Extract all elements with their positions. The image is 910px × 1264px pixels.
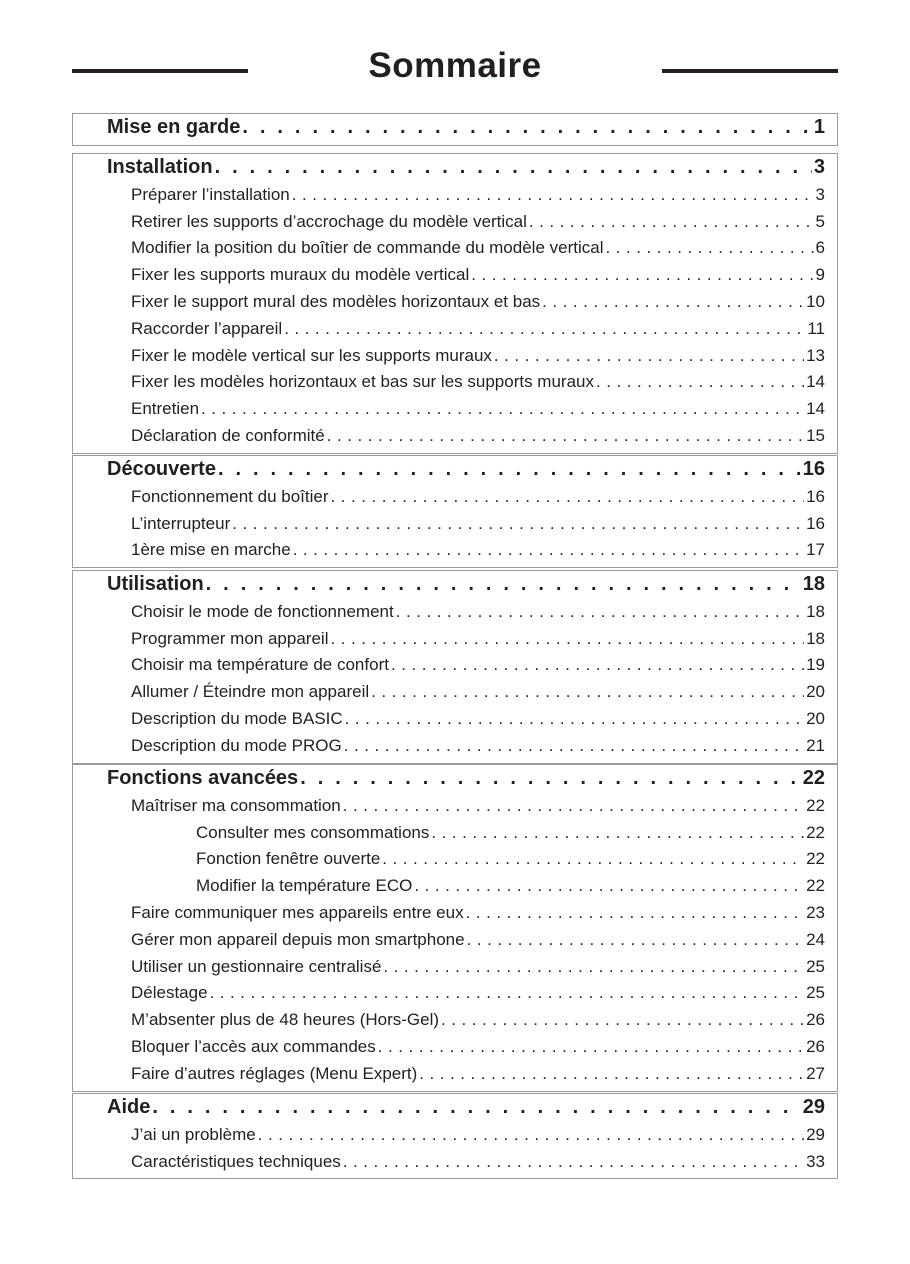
toc-leader-dots: [382, 849, 804, 869]
toc-entry[interactable]: [73, 823, 837, 849]
toc-entry-label: Délestage: [131, 983, 208, 1002]
toc-entry-page: 22: [806, 823, 825, 842]
toc-entry-page: 9: [815, 265, 825, 284]
toc-leader-dots: [218, 458, 801, 481]
toc-leader-dots: [206, 573, 801, 596]
toc-entry[interactable]: [73, 655, 837, 681]
toc-leader-dots: [344, 736, 804, 756]
toc-section: [72, 455, 838, 568]
toc-leader-dots: [391, 655, 804, 675]
toc-leader-dots: [232, 514, 804, 534]
toc-entry-page: 5: [815, 212, 825, 231]
toc-section: [72, 764, 838, 1092]
toc-section-heading[interactable]: [73, 156, 837, 182]
toc-section-title: Utilisation: [107, 573, 204, 595]
toc-entry-label: Caractéristiques techniques: [131, 1152, 341, 1171]
toc-section-title: Mise en garde: [107, 116, 241, 138]
toc-entry-page: 22: [806, 876, 825, 895]
toc-entry-label: Fixer le support mural des modèles horizontaux et bas: [131, 292, 541, 311]
toc-entry[interactable]: [73, 602, 837, 628]
toc-entry-page: 20: [806, 709, 825, 728]
toc-leader-dots: [419, 1064, 804, 1084]
toc-entry-page: 16: [806, 487, 825, 506]
toc-leader-dots: [300, 767, 801, 790]
toc-leader-dots: [471, 265, 813, 285]
toc-entry-page: 22: [806, 849, 825, 868]
toc-leader-dots: [345, 709, 804, 729]
toc-entry-label: Fixer le modèle vertical sur les supports muraux: [131, 346, 492, 365]
toc-entry[interactable]: [73, 930, 837, 956]
toc-entry-label: L’interrupteur: [131, 514, 231, 533]
toc-section-heading[interactable]: [73, 116, 837, 142]
toc-entry-label: Description du mode PROG: [131, 736, 342, 755]
toc-entry-label: Bloquer l’accès aux commandes: [131, 1037, 376, 1056]
toc-section-page: 3: [813, 156, 825, 178]
toc-entry-page: 33: [806, 1152, 825, 1171]
toc-section: [72, 113, 838, 146]
toc-entry-page: 22: [806, 796, 825, 815]
toc-leader-dots: [596, 372, 804, 392]
toc-leader-dots: [378, 1037, 804, 1057]
toc-entry[interactable]: [73, 372, 837, 398]
toc-entry-page: 15: [806, 426, 825, 445]
page-title: Sommaire: [368, 46, 542, 85]
toc-entry-label: M’absenter plus de 48 heures (Hors-Gel): [131, 1010, 440, 1029]
toc-leader-dots: [258, 1125, 804, 1145]
toc-entry[interactable]: [73, 1152, 837, 1178]
toc-leader-dots: [343, 1152, 804, 1172]
toc-entry-label: Choisir le mode de fonctionnement: [131, 602, 394, 621]
toc-leader-dots: [494, 346, 804, 366]
toc-section-page: 22: [802, 767, 825, 789]
toc-leader-dots: [242, 116, 811, 139]
toc-entry[interactable]: [73, 682, 837, 708]
toc-entry[interactable]: [73, 426, 837, 452]
toc-entry[interactable]: [73, 540, 837, 566]
toc-entry[interactable]: [73, 709, 837, 735]
toc-entry-label: Consulter mes consommations: [196, 823, 430, 842]
toc-entry-page: 23: [806, 903, 825, 922]
toc-leader-dots: [383, 957, 804, 977]
toc-entry[interactable]: [73, 346, 837, 372]
toc-entry-page: 27: [806, 1064, 825, 1083]
toc-leader-dots: [343, 796, 804, 816]
toc-leader-dots: [467, 930, 805, 950]
toc-entry-page: 25: [806, 983, 825, 1002]
toc-leader-dots: [414, 876, 804, 896]
toc-entry-label: Fonction fenêtre ouverte: [196, 849, 381, 868]
toc-section: [72, 1093, 838, 1179]
toc-entry-label: 1ère mise en marche: [131, 540, 291, 559]
toc-section-page: 29: [802, 1096, 825, 1118]
toc-section-heading[interactable]: [73, 573, 837, 599]
toc-entry[interactable]: [73, 629, 837, 655]
toc-leader-dots: [292, 185, 814, 205]
toc-leader-dots: [431, 823, 804, 843]
toc-section: [72, 153, 838, 454]
toc-entry[interactable]: [73, 876, 837, 902]
toc-entry[interactable]: [73, 185, 837, 211]
toc-entry-page: 20: [806, 682, 825, 701]
toc-entry-label: Déclaration de conformité: [131, 426, 325, 445]
toc-entry[interactable]: [73, 903, 837, 929]
toc-section: [72, 570, 838, 764]
toc-entry[interactable]: [73, 957, 837, 983]
toc-entry-label: Choisir ma température de confort: [131, 655, 389, 674]
toc-leader-dots: [284, 319, 805, 339]
toc-section-page: 1: [813, 116, 825, 138]
toc-entry[interactable]: [73, 319, 837, 345]
toc-entry-label: Programmer mon appareil: [131, 629, 329, 648]
toc-leader-dots: [331, 487, 805, 507]
toc-entry-page: 3: [815, 185, 825, 204]
toc-entry-label: Faire communiquer mes appareils entre eux: [131, 903, 464, 922]
toc-entry-page: 21: [806, 736, 825, 755]
toc-section-title: Aide: [107, 1096, 151, 1118]
toc-entry[interactable]: [73, 238, 837, 264]
toc-entry[interactable]: [73, 265, 837, 291]
toc-entry-label: Maîtriser ma consommation: [131, 796, 341, 815]
toc-entry-label: Modifier la température ECO: [196, 876, 413, 895]
toc-entry-label: Description du mode BASIC: [131, 709, 343, 728]
toc-entry-page: 14: [806, 399, 825, 418]
toc-entry-label: Fonctionnement du boîtier: [131, 487, 329, 506]
toc-leader-dots: [466, 903, 804, 923]
toc-entry[interactable]: [73, 292, 837, 318]
toc-leader-dots: [371, 682, 804, 702]
toc-entry-label: Allumer / Éteindre mon appareil: [131, 682, 370, 701]
toc-section-title: Installation: [107, 156, 213, 178]
toc-entry-page: 13: [806, 346, 825, 365]
toc-leader-dots: [327, 426, 804, 446]
toc-leader-dots: [542, 292, 804, 312]
toc-section-page: 16: [802, 458, 825, 480]
toc-section-title: Fonctions avancées: [107, 767, 299, 789]
toc-leader-dots: [605, 238, 813, 258]
toc-entry-page: 26: [806, 1010, 825, 1029]
toc-entry-page: 19: [806, 655, 825, 674]
toc-entry[interactable]: [73, 796, 837, 822]
toc-entry-page: 16: [806, 514, 825, 533]
toc-entry-label: Fixer les supports muraux du modèle vertical: [131, 265, 470, 284]
toc-leader-dots: [441, 1010, 804, 1030]
toc-leader-dots: [215, 156, 812, 179]
title-rule-right: [662, 69, 838, 73]
toc-entry-label: Raccorder l’appareil: [131, 319, 283, 338]
toc-leader-dots: [529, 212, 814, 232]
toc-entry-page: 14: [806, 372, 825, 391]
toc-entry-page: 11: [807, 319, 825, 338]
toc-leader-dots: [330, 629, 804, 649]
toc-entry[interactable]: [73, 1064, 837, 1090]
toc-leader-dots: [152, 1096, 800, 1119]
toc-section-heading[interactable]: [73, 458, 837, 484]
toc-entry-label: Utiliser un gestionnaire centralisé: [131, 957, 382, 976]
toc-entry-page: 29: [806, 1125, 825, 1144]
toc-entry-label: Faire d’autres réglages (Menu Expert): [131, 1064, 418, 1083]
toc-leader-dots: [396, 602, 804, 622]
toc-entry-label: Modifier la position du boîtier de commande du modèle vertical: [131, 238, 604, 257]
toc-entry-page: 18: [806, 629, 825, 648]
toc-leader-dots: [293, 540, 804, 560]
toc-entry[interactable]: [73, 736, 837, 762]
toc-entry-label: J’ai un problème: [131, 1125, 256, 1144]
toc-entry-page: 6: [815, 238, 825, 257]
title-row: [0, 40, 910, 100]
toc-entry[interactable]: [73, 849, 837, 875]
toc-entry[interactable]: [73, 514, 837, 540]
toc-entry-page: 25: [806, 957, 825, 976]
toc-section-heading[interactable]: [73, 767, 837, 793]
toc-entry-page: 26: [806, 1037, 825, 1056]
toc-leader-dots: [201, 399, 804, 419]
toc-section-page: 18: [802, 573, 825, 595]
toc-entry-page: 24: [806, 930, 825, 949]
toc-entry-label: Gérer mon appareil depuis mon smartphone: [131, 930, 465, 949]
toc-entry-page: 10: [806, 292, 825, 311]
toc-entry[interactable]: [73, 487, 837, 513]
toc-section-heading[interactable]: [73, 1096, 837, 1122]
toc-entry-label: Retirer les supports d’accrochage du modèle vertical: [131, 212, 527, 231]
toc-entry[interactable]: [73, 983, 837, 1009]
toc-entry-label: Préparer l’installation: [131, 185, 290, 204]
toc-entry[interactable]: [73, 1010, 837, 1036]
toc-entry-page: 17: [806, 540, 825, 559]
toc-entry[interactable]: [73, 1037, 837, 1063]
toc-entry-label: Entretien: [131, 399, 200, 418]
toc-section-title: Découverte: [107, 458, 216, 480]
toc-entry[interactable]: [73, 399, 837, 425]
toc-leader-dots: [210, 983, 805, 1003]
toc-entry-page: 18: [806, 602, 825, 621]
toc-entry-label: Fixer les modèles horizontaux et bas sur les supports muraux: [131, 372, 594, 391]
toc-entry[interactable]: [73, 212, 837, 238]
toc-entry[interactable]: [73, 1125, 837, 1151]
